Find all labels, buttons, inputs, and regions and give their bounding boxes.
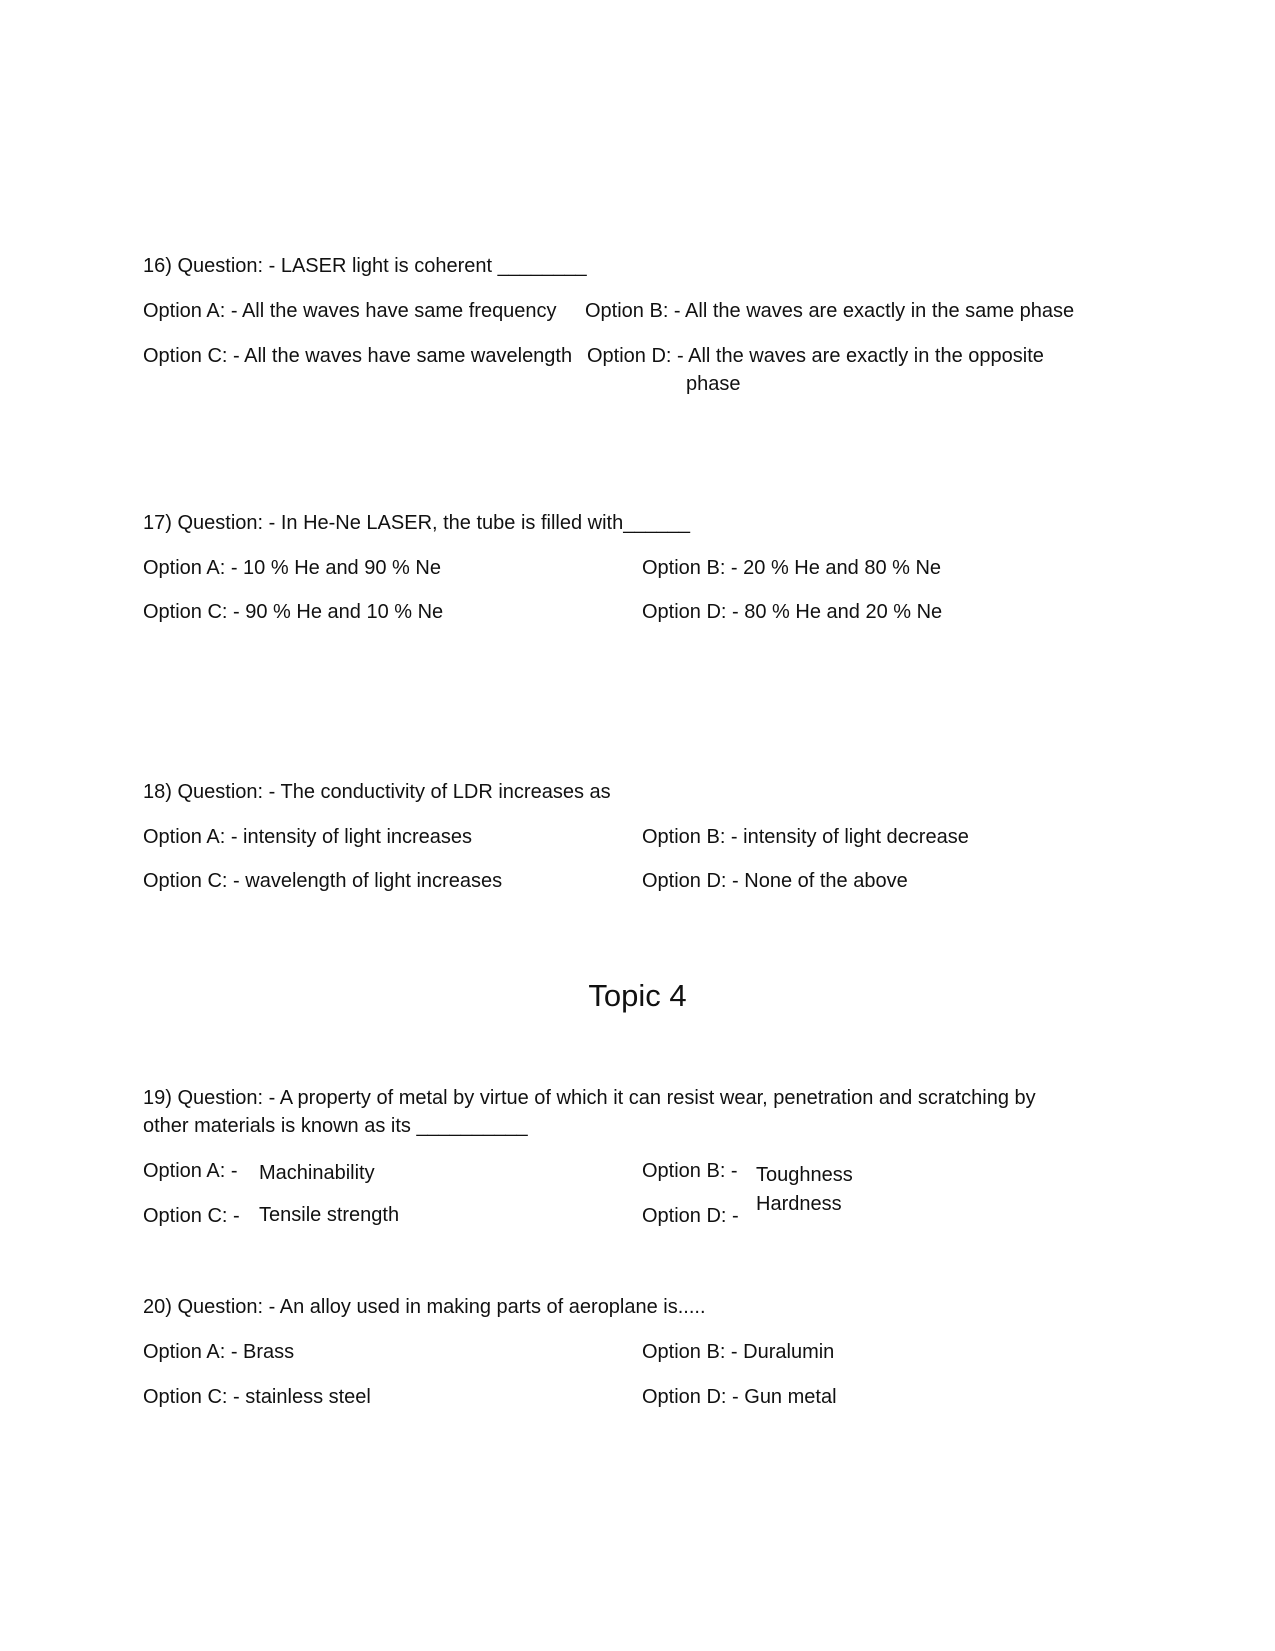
option-d: Option D: - None of the above: [642, 870, 908, 892]
option-c: Option C: - All the waves have same wavelength: [143, 345, 573, 367]
option-c-label: Option C: -: [143, 1205, 240, 1227]
option-d: Option D: - All the waves are exactly in the opposite: [587, 345, 1044, 367]
question-text: 19) Question: - A property of metal by virtue of which it can resist wear, penetration and scratching by: [143, 1087, 1036, 1109]
option-c: Option C: - stainless steel: [143, 1386, 371, 1408]
question-text: 17) Question: - In He-Ne LASER, the tube is filled with______: [143, 512, 690, 534]
option-b-label: Option B: -: [642, 1160, 738, 1182]
option-d-continued: phase: [686, 373, 741, 395]
option-a: Option A: - Brass: [143, 1341, 295, 1363]
option-a: Option A: - All the waves have same frequency: [143, 300, 557, 322]
option-b: Option B: - Duralumin: [642, 1341, 835, 1363]
option-a-label: Option A: -: [143, 1160, 238, 1182]
option-b: Option B: - All the waves are exactly in the same phase: [585, 300, 1075, 322]
option-c: Option C: - 90 % He and 10 % Ne: [143, 601, 444, 623]
option-d: Option D: - 80 % He and 20 % Ne: [642, 601, 943, 623]
option-b: Option B: - intensity of light decrease: [642, 826, 969, 848]
question-text: 18) Question: - The conductivity of LDR increases as: [143, 781, 611, 803]
topic-heading: Topic 4: [588, 978, 687, 1013]
option-a: Option A: - 10 % He and 90 % Ne: [143, 557, 441, 579]
question-text-continued: other materials is known as its __________: [143, 1115, 528, 1137]
option-a: Machinability: [259, 1162, 375, 1184]
question-text: 16) Question: - LASER light is coherent ________: [143, 255, 587, 277]
option-d: Hardness: [756, 1193, 842, 1215]
option-c: Option C: - wavelength of light increases: [143, 870, 503, 892]
option-c: Tensile strength: [259, 1204, 400, 1226]
option-d-label: Option D: -: [642, 1205, 739, 1227]
option-b: Toughness: [756, 1164, 853, 1186]
option-a: Option A: - intensity of light increases: [143, 826, 473, 848]
question-text: 20) Question: - An alloy used in making parts of aeroplane is.....: [143, 1296, 706, 1318]
option-b: Option B: - 20 % He and 80 % Ne: [642, 557, 942, 579]
option-d: Option D: - Gun metal: [642, 1386, 837, 1408]
